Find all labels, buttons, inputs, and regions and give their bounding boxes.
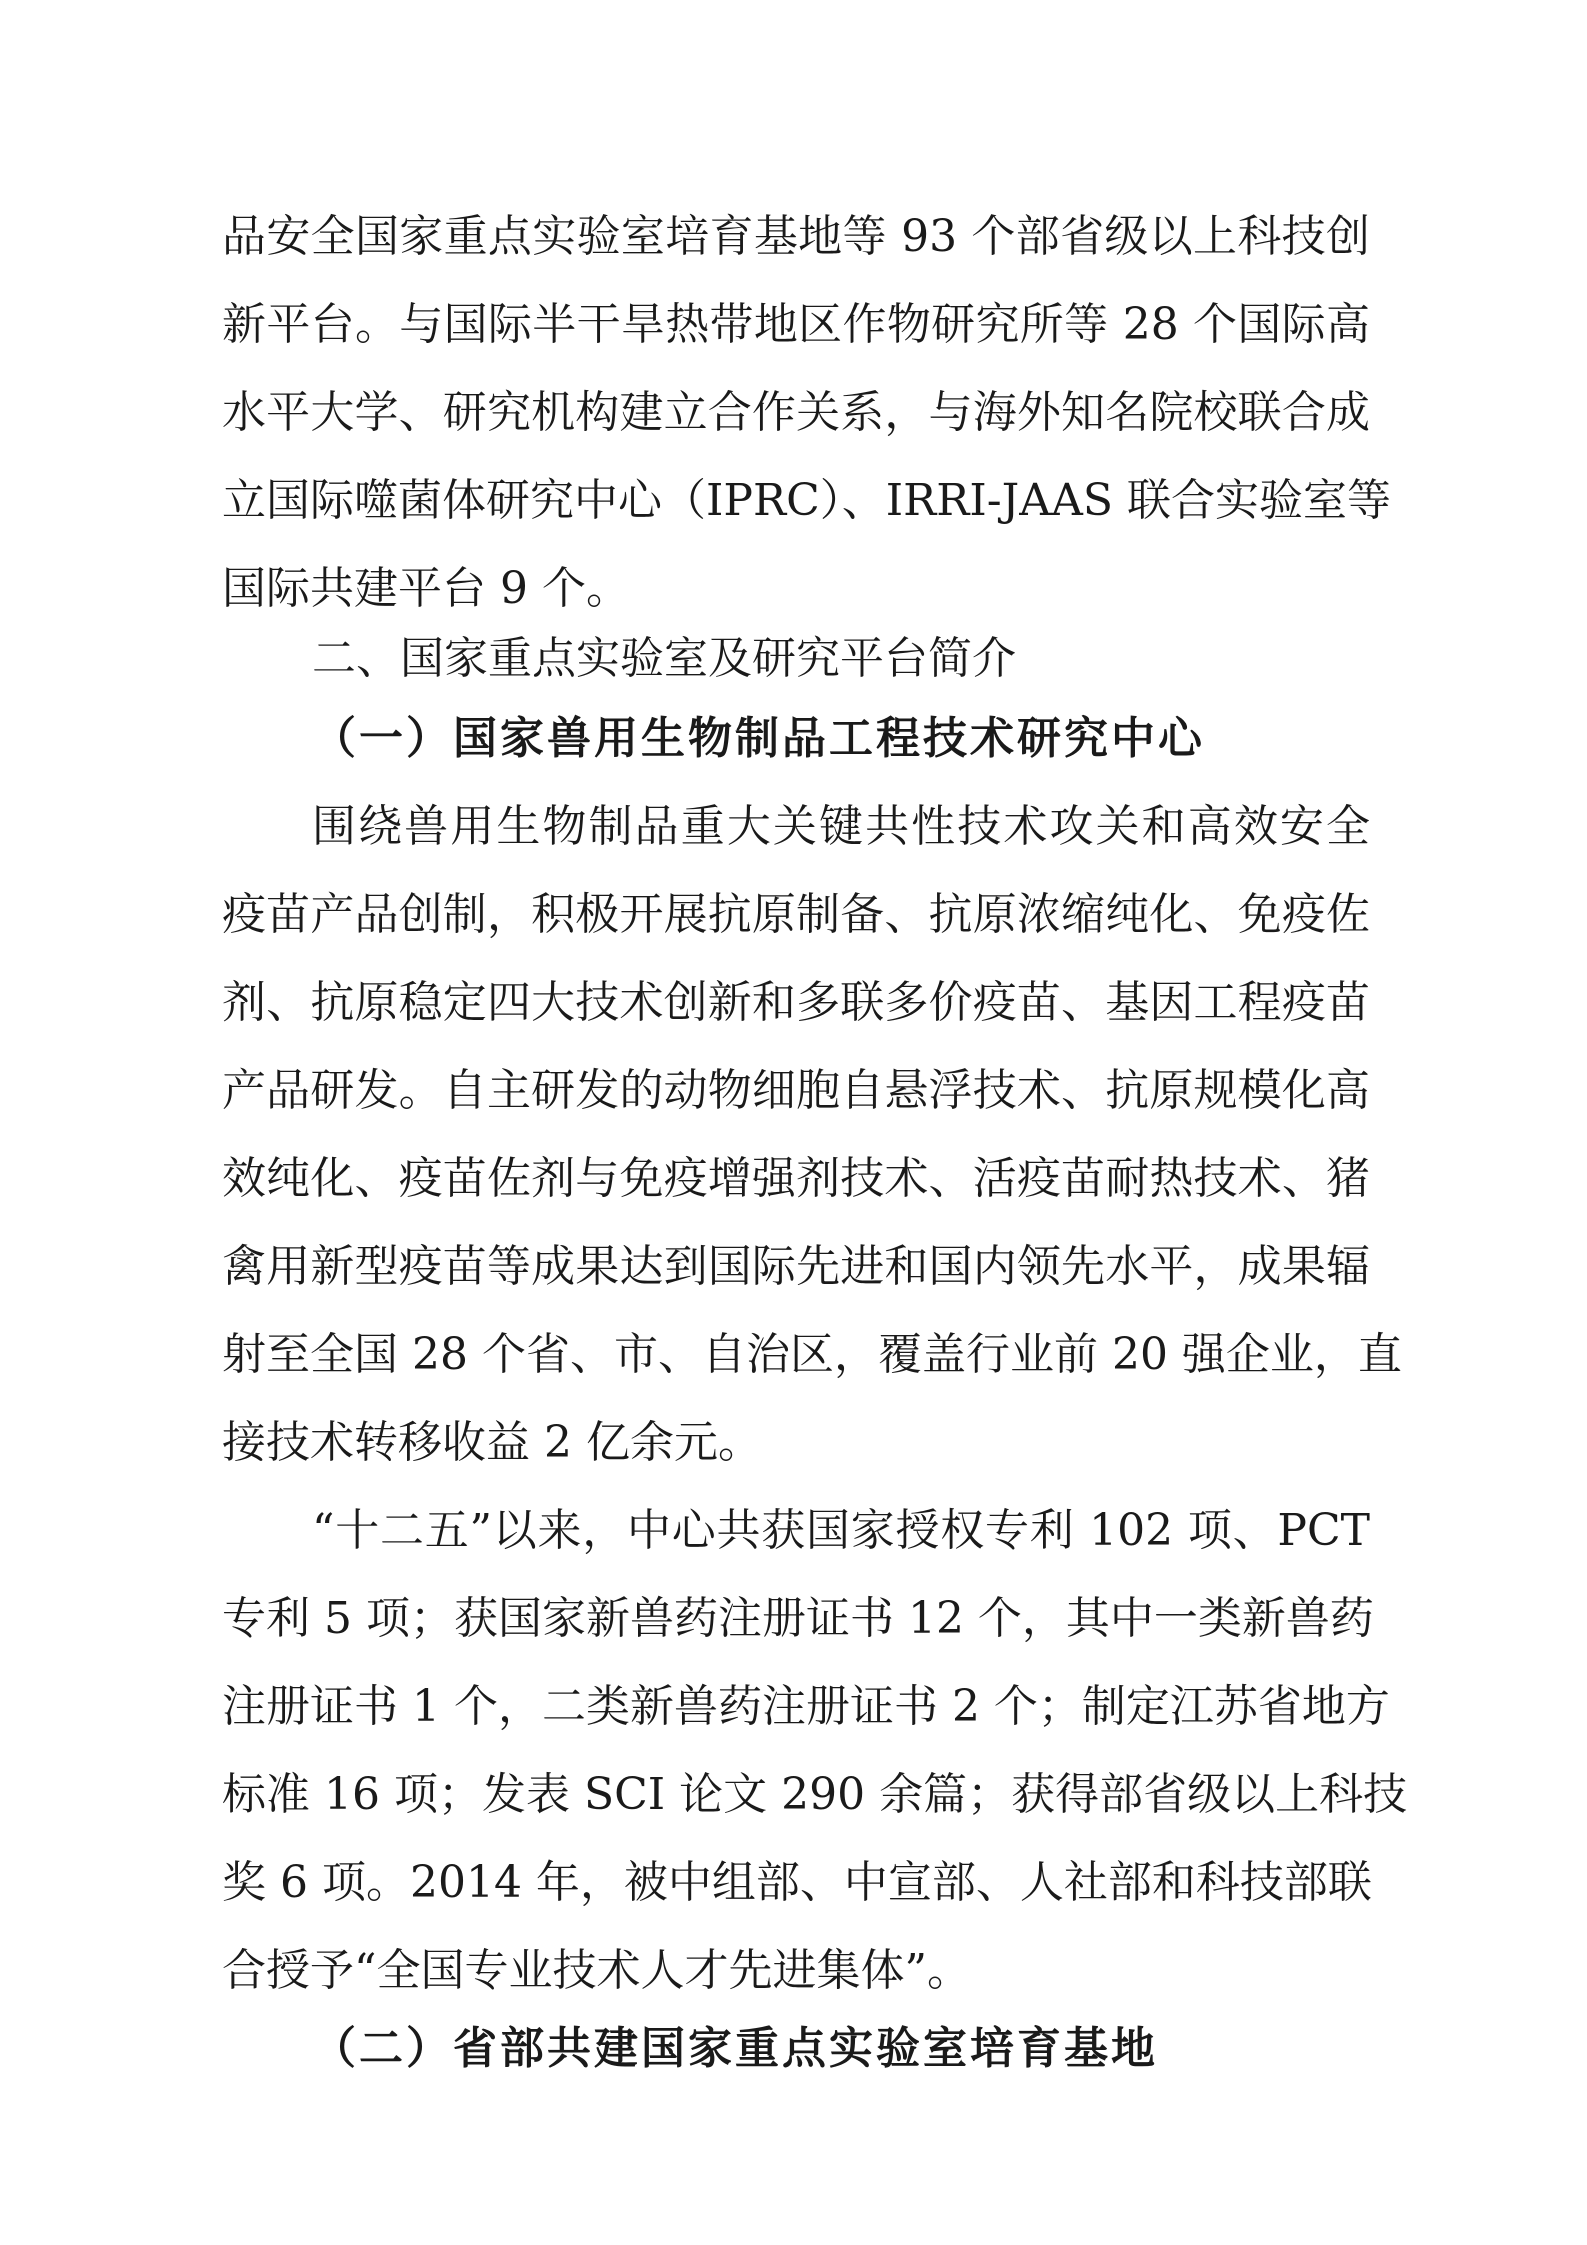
paragraph-line: “十二五”以来，中心共获国家授权专利 102 项、PCT [312,1505,1370,1556]
paragraph-line: 围绕兽用生物制品重大关键共性技术攻关和高效安全 [312,801,1370,852]
paragraph-line: 剂、抗原稳定四大技术创新和多联多价疫苗、基因工程疫苗 [222,977,1370,1028]
paragraph-line: 禽用新型疫苗等成果达到国际先进和国内领先水平，成果辐 [222,1241,1370,1292]
paragraph-line: 奖 6 项。2014 年，被中组部、中宣部、人社部和科技部联 [222,1857,1372,1908]
paragraph-line: 接技术转移收益 2 亿余元。 [222,1417,762,1468]
paragraph-line: 国际共建平台 9 个。 [222,563,630,614]
subsection-heading: （二）省部共建国家重点实验室培育基地 [312,2023,1158,2074]
paragraph-line: 立国际噬菌体研究中心（IPRC）、IRRI-JAAS 联合实验室等 [222,475,1391,526]
section-heading: 二、国家重点实验室及研究平台简介 [312,633,1016,684]
paragraph-line: 标准 16 项；发表 SCI 论文 290 余篇；获得部省级以上科技 [222,1769,1408,1820]
paragraph-line: 品安全国家重点实验室培育基地等 93 个部省级以上科技创 [222,211,1370,262]
paragraph-line: 产品研发。自主研发的动物细胞自悬浮技术、抗原规模化高 [222,1065,1370,1116]
subsection-heading: （一）国家兽用生物制品工程技术研究中心 [312,713,1205,764]
paragraph-line: 合授予“全国专业技术人才先进集体”。 [222,1945,971,1996]
paragraph-line: 射至全国 28 个省、市、自治区，覆盖行业前 20 强企业，直 [222,1329,1402,1380]
paragraph-line: 新平台。与国际半干旱热带地区作物研究所等 28 个国际高 [222,299,1370,350]
paragraph-line: 专利 5 项；获国家新兽药注册证书 12 个，其中一类新兽药 [222,1593,1374,1644]
paragraph-line: 水平大学、研究机构建立合作关系，与海外知名院校联合成 [222,387,1370,438]
paragraph-line: 疫苗产品创制，积极开展抗原制备、抗原浓缩纯化、免疫佐 [222,889,1370,940]
paragraph-line: 效纯化、疫苗佐剂与免疫增强剂技术、活疫苗耐热技术、猪 [222,1153,1370,1204]
paragraph-line: 注册证书 1 个，二类新兽药注册证书 2 个；制定江苏省地方 [222,1681,1390,1732]
